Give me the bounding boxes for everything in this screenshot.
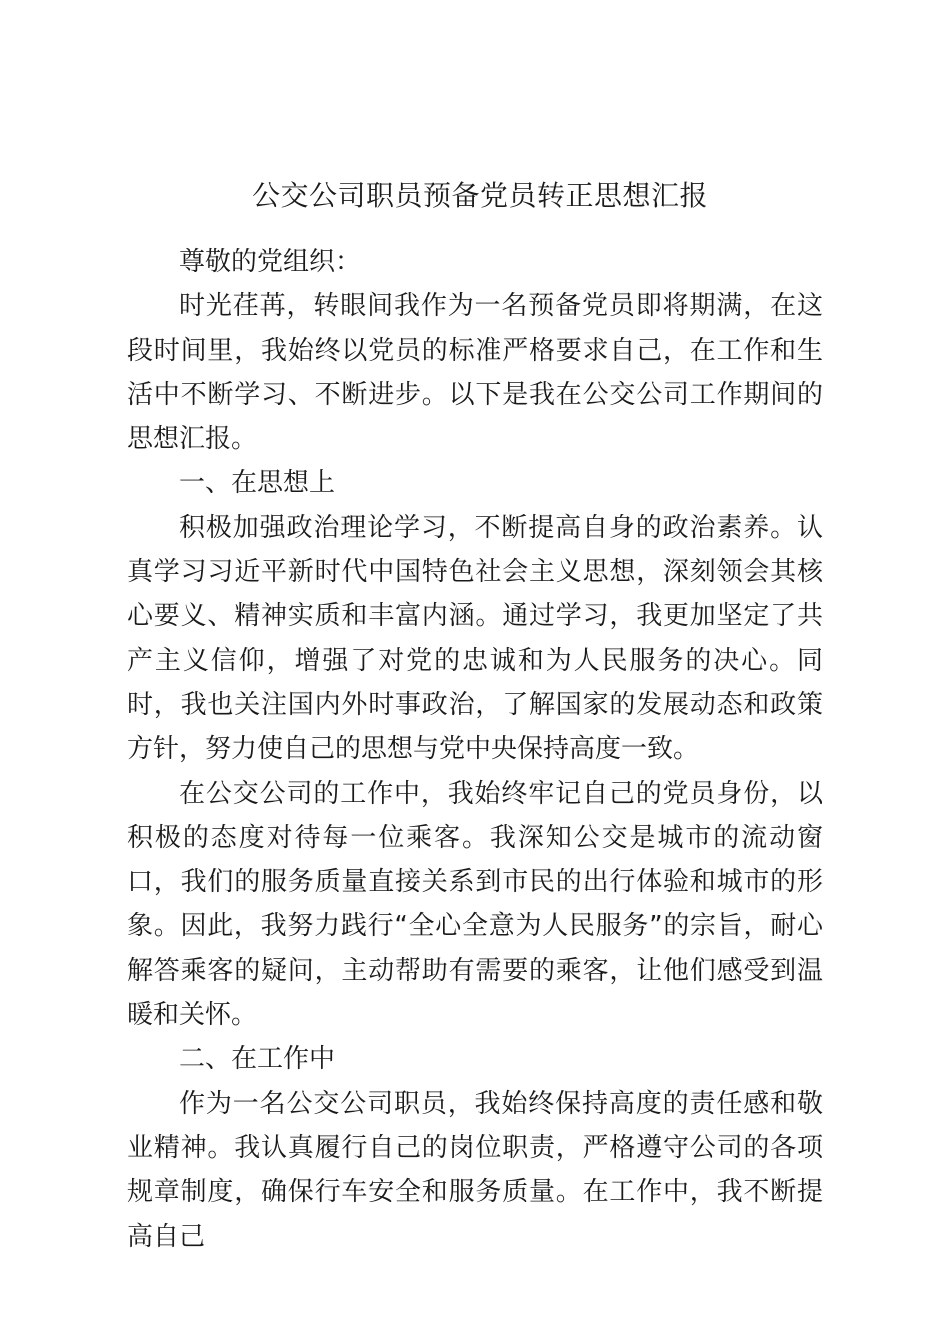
section-heading-work: 二、在工作中 (179, 1044, 336, 1075)
paragraph-service: 在公交公司的工作中，我始终牢记自己的党员身份，以积极的态度对待每一位乘客。我深知公交是城市的流动窗口，我们的服务质量直接关系到市民的出行体验和城市的形象。因此，我努力践行“全心全意为人民服务”的宗旨，耐心解答乘客的疑问，主动帮助有需要的乘客，让他们感受到温暖和关怀。 (127, 778, 823, 1031)
paragraph-political-study: 积极加强政治理论学习，不断提高自身的政治素养。认真学习习近平新时代中国特色社会主义思想，深刻领会其核心要义、精神实质和丰富内涵。通过学习，我更加坚定了共产主义信仰，增强了对党的忠诚和为人民服务的决心。同时，我也关注国内外时事政治，了解国家的发展动态和政策方针，努力使自己的思想与党中央保持高度一致。 (127, 512, 823, 765)
paragraph-work-duty: 作为一名公交公司职员，我始终保持高度的责任感和敬业精神。我认真履行自己的岗位职责，严格遵守公司的各项规章制度，确保行车安全和服务质量。在工作中，我不断提高自己 (127, 1088, 823, 1252)
intro-paragraph: 时光荏苒，转眼间我作为一名预备党员即将期满，在这段时间里，我始终以党员的标准严格要求自己，在工作和生活中不断学习、不断进步。以下是我在公交公司工作期间的思想汇报。 (127, 291, 823, 455)
document-body (127, 240, 823, 1259)
document-title: 公交公司职员预备党员转正思想汇报 (251, 179, 708, 212)
salutation: 尊敬的党组织： (179, 247, 362, 277)
section-heading-thought: 一、在思想上 (179, 468, 336, 499)
